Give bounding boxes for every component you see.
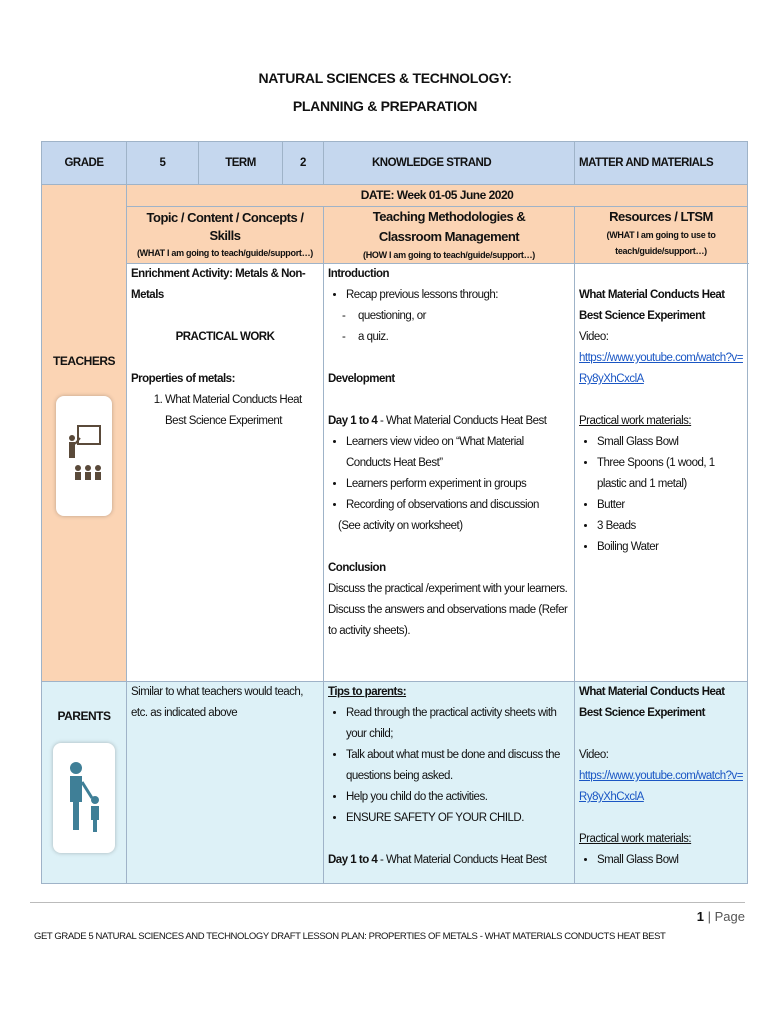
material-item: • Boiling Water: [597, 537, 743, 558]
material-item: • Three Spoons (1 wood, 1 plastic and 1 metal): [597, 453, 743, 495]
parents-materials-heading: Practical work materials:: [579, 833, 692, 845]
parents-day-line: [328, 850, 570, 871]
method-title-2: Classroom Management: [378, 229, 520, 244]
grade-label: GRADE: [42, 142, 127, 185]
parents-resources-cell: [575, 682, 748, 884]
parents-day-text: - What Material Conducts Heat Best: [377, 854, 547, 866]
introduction-heading: Introduction: [328, 268, 390, 280]
lesson-plan-table: [41, 141, 748, 884]
parents-video-label: Video:: [579, 749, 609, 761]
document-title-line1: NATURAL SCIENCES & TECHNOLOGY:: [258, 70, 512, 86]
header-row: [42, 142, 748, 185]
topic-column-header: [127, 207, 324, 264]
day-text: - What Material Conducts Heat Best: [377, 415, 547, 427]
tips-heading: Tips to parents:: [328, 686, 407, 698]
knowledge-strand-value: MATTER AND MATERIALS: [575, 142, 748, 185]
day-label: Day 1 to 4: [328, 415, 378, 427]
conclusion-heading: Conclusion: [328, 562, 386, 574]
knowledge-strand-label: KNOWLEDGE STRAND: [324, 142, 575, 185]
term-value: 2: [283, 142, 324, 185]
material-item: • 3 Beads: [597, 516, 743, 537]
date-row: DATE: Week 01-05 June 2020: [127, 185, 748, 207]
tip-bullet: • ENSURE SAFETY OF YOUR CHILD.: [346, 808, 570, 829]
materials-heading: Practical work materials:: [579, 415, 692, 427]
development-heading: Development: [328, 373, 395, 385]
teachers-topic-cell: [127, 264, 324, 682]
tip-bullet: • Read through the practical activity sheets with your child;: [346, 703, 570, 745]
conclusion-text-2: Discuss the answers and observations made (Refer to activity sheets).: [328, 604, 568, 637]
method-bullet: • Learners perform experiment in groups: [346, 474, 570, 495]
topic-subtitle: (WHAT I am going to teach/guide/support…): [136, 248, 314, 258]
conclusion-text-1: Discuss the practical /experiment with your learners.: [328, 583, 568, 595]
resources-subtitle-2: teach/guide/support…): [615, 246, 707, 256]
see-activity-note: (See activity on worksheet): [338, 520, 463, 532]
day-line: [328, 411, 570, 432]
teachers-resources-cell: [575, 264, 748, 682]
parents-video-link[interactable]: https://www.youtube.com/watch?v=Ry8yXhCxclA: [579, 770, 743, 803]
page-label: Page: [714, 909, 745, 924]
resources-subtitle-1: (WHAT I am going to use to: [606, 230, 716, 240]
parents-material-item: • Small Glass Bowl: [597, 850, 743, 871]
dash-item-quiz: - a quiz.: [358, 327, 570, 348]
parent-child-icon: [53, 743, 115, 853]
parents-day-label: Day 1 to 4: [328, 854, 378, 866]
material-item: • Small Glass Bowl: [597, 432, 743, 453]
teacher-icon: [56, 396, 112, 516]
parents-label: PARENTS: [57, 709, 111, 723]
topic-list-item: 1. What Material Conducts Heat Best Science Experiment: [165, 390, 319, 432]
tip-bullet: • Talk about what must be done and discuss the questions being asked.: [346, 745, 570, 787]
method-subtitle: (HOW I am going to teach/guide/support…): [363, 250, 535, 260]
resources-heading: What Material Conducts Heat Best Science Experiment: [579, 289, 725, 322]
video-link[interactable]: https://www.youtube.com/watch?v=Ry8yXhCxclA: [579, 352, 743, 385]
material-item: • Butter: [597, 495, 743, 516]
footer-divider: [30, 902, 745, 903]
dash-item-questioning: - questioning, or: [358, 306, 570, 327]
term-label: TERM: [199, 142, 283, 185]
parents-method-cell: [324, 682, 575, 884]
video-label: Video:: [579, 331, 609, 343]
topic-title: Topic / Content / Concepts / Skills: [146, 210, 304, 243]
teachers-label: TEACHERS: [52, 353, 115, 368]
method-bullet: • Recording of observations and discussion: [346, 495, 570, 516]
recap-item: • Recap previous lessons through:: [346, 285, 570, 306]
practical-work-heading: PRACTICAL WORK: [175, 331, 275, 343]
tip-bullet: • Help you child do the activities.: [346, 787, 570, 808]
resources-column-header: [575, 207, 748, 264]
parents-side-cell: [42, 682, 127, 884]
parents-resources-heading: What Material Conducts Heat Best Science Experiment: [579, 686, 725, 719]
page-number-value: 1: [696, 909, 705, 924]
parents-topic-cell: Similar to what teachers would teach, etc. as indicated above: [127, 682, 324, 884]
footer-text: GET GRADE 5 NATURAL SCIENCES AND TECHNOLOGY DRAFT LESSON PLAN: PROPERTIES OF METALS - WHAT MATERIALS CONDUCTS HEAT BEST: [34, 931, 666, 942]
teachers-side-cell: [42, 185, 127, 682]
document-title-line2: PLANNING & PREPARATION: [292, 98, 478, 114]
method-column-header: [324, 207, 575, 264]
properties-heading: Properties of metals:: [131, 373, 235, 385]
method-title-1: Teaching Methodologies &: [372, 209, 526, 224]
grade-value: 5: [127, 142, 199, 185]
teachers-method-cell: [324, 264, 575, 682]
resources-title: Resources / LTSM: [609, 209, 713, 224]
page-number: 1 | Page: [696, 909, 745, 924]
enrichment-heading: Enrichment Activity: Metals & Non-Metals: [131, 268, 306, 301]
method-bullet: • Learners view video on “What Material Conducts Heat Best”: [346, 432, 570, 474]
